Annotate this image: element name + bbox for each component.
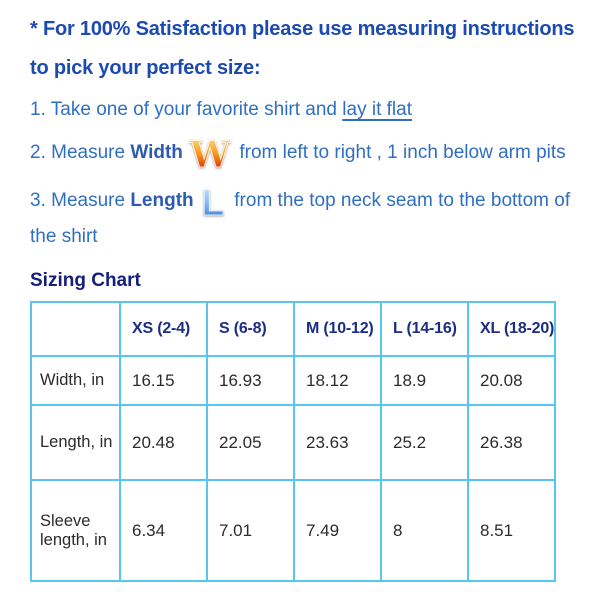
column-header-l: L (14-16) xyxy=(381,302,468,356)
size-value: 25.2 xyxy=(381,405,468,480)
column-header-s: S (6-8) xyxy=(207,302,294,356)
size-value: 20.48 xyxy=(120,405,207,480)
table-row-length xyxy=(31,405,555,480)
step-2-text-suffix: from left to right , 1 inch below arm pits xyxy=(239,142,566,163)
column-header-blank xyxy=(31,302,120,356)
size-value: 23.63 xyxy=(294,405,381,480)
step-3-text-suffix: from the top neck seam to the bottom of xyxy=(234,190,571,211)
table-row-width xyxy=(31,356,555,405)
step-3-text: 3. Measure xyxy=(30,190,131,211)
step-3-line2: the shirt xyxy=(30,226,98,247)
size-value: 18.12 xyxy=(294,356,381,405)
row-label-width: Width, in xyxy=(31,356,120,405)
row-label-length: Length, in xyxy=(31,405,120,480)
step-2-text: 2. Measure xyxy=(30,142,131,163)
size-value: 7.49 xyxy=(294,480,381,581)
size-value: 8 xyxy=(381,480,468,581)
size-value: 8.51 xyxy=(468,480,555,581)
size-value: 20.08 xyxy=(468,356,555,405)
column-header-xs: XS (2-4) xyxy=(120,302,207,356)
instruction-step-2 xyxy=(30,134,592,176)
step-1-text: 1. Take one of your favorite shirt and xyxy=(30,99,343,120)
size-value: 16.15 xyxy=(120,356,207,405)
size-value: 16.93 xyxy=(207,356,294,405)
size-value: 26.38 xyxy=(468,405,555,480)
column-header-xl: XL (18-20) xyxy=(468,302,555,356)
row-label-sleeve-length: Sleeve length, in xyxy=(31,480,120,581)
satisfaction-note-line2: to pick your perfect size: xyxy=(30,57,261,79)
satisfaction-note-line1: * For 100% Satisfaction please use measuring instructions xyxy=(30,18,575,40)
sizing-chart-table xyxy=(30,301,556,582)
size-value: 22.05 xyxy=(207,405,294,480)
sizing-chart-title: Sizing Chart xyxy=(30,270,141,291)
width-letter-graphic: W xyxy=(189,134,231,176)
instruction-step-3 xyxy=(30,184,592,253)
satisfaction-note xyxy=(30,10,592,88)
size-value: 18.9 xyxy=(381,356,468,405)
size-value: 7.01 xyxy=(207,480,294,581)
step-3-line1 xyxy=(30,182,571,223)
size-value: 6.34 xyxy=(120,480,207,581)
table-header-row xyxy=(31,302,555,356)
lay-it-flat-emphasis: lay it flat xyxy=(342,99,412,120)
table-row-sleeve-length xyxy=(31,480,555,581)
width-keyword: Width xyxy=(130,142,183,163)
column-header-m: M (10-12) xyxy=(294,302,381,356)
length-letter-graphic: L xyxy=(201,182,225,223)
length-keyword: Length xyxy=(130,190,194,211)
instruction-step-1 xyxy=(30,94,592,126)
